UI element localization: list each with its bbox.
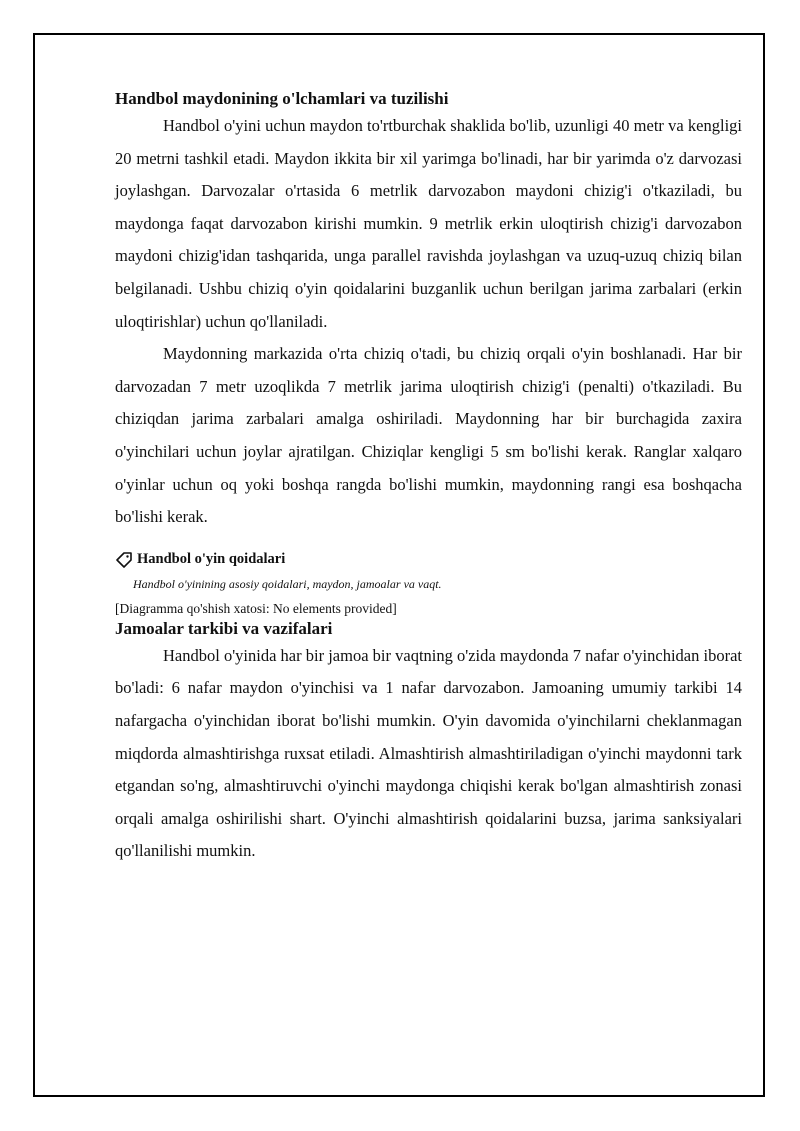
body-paragraph: Handbol o'yinida har bir jamoa bir vaqtning o'zida maydonda 7 nafar o'yinchidan iborat bo'ladi: 6 nafar maydon o'yinchisi va 1 nafar darvozabon. Jamoaning umumiy tarkibi 14 nafargacha o'yinchidan iborat bo'lishi mumkin. O'yin davomida o'yinchilarni cheklanmagan miqdorda almashtirishga ruxsat etiladi. Almashtirish almashtiriladigan o'yinchi maydonni tark etgandan so'ng, almashtiruvchi o'yinchi maydonga chiqishi kerak bo'lgan almashtirish zonasi orqali amalga oshirilishi shart. O'yinchi almashtirish qoidalarini buzsa, jarima sanksiyalari qo'llanilishi mumkin. bbox=[115, 645, 742, 861]
diagram-header bbox=[115, 550, 742, 570]
diagram-error-message: [Diagramma qo'shish xatosi: No elements provided] bbox=[115, 600, 397, 616]
body-paragraph: Handbol o'yini uchun maydon to'rtburchak shaklida bo'lib, uzunligi 40 metr va kengligi 20 metrni tashkil etadi. Maydon ikkita bir xil yarimga bo'linadi, har bir yarimda o'z darvozasi joylashgan. Darvozalar o'rtasida 6 metrlik darvozabon maydoni chizig'i o'tkaziladi, bu maydonga faqat darvozabon kirishi mumkin. 9 metrlik erkin uloqtirish chizig'i darvozabon maydoni chizig'idan tashqarida, unga parallel ravishda joylashgan va uzuq-uzuq chiziq bilan belgilanadi. Ushbu chiziq o'yin qoidalarini buzganlik uchun berilgan jarima zarbalari (erkin uloqtirishlar) uchun qo'llaniladi. bbox=[115, 116, 742, 331]
diagram-subtitle: Handbol o'yinining asosiy qoidalari, maydon, jamoalar va vaqt. bbox=[133, 576, 442, 591]
document-content bbox=[115, 88, 742, 868]
diagram-title: Handbol o'yin qoidalari bbox=[137, 551, 286, 568]
section-heading: Jamoalar tarkibi va vazifalari bbox=[115, 618, 333, 638]
diagram-placeholder bbox=[115, 550, 742, 618]
tag-icon bbox=[115, 551, 133, 569]
section-heading: Handbol maydonining o'lchamlari va tuzilishi bbox=[115, 89, 449, 108]
body-paragraph: Maydonning markazida o'rta chiziq o'tadi, bu chiziq orqali o'yin boshlanadi. Har bir darvozadan 7 metr uzoqlikda 7 metrlik jarima uloqtirish chizig'i (penalti) o'tkaziladi. Bu chiziqdan jarima zarbalari amalga oshiriladi. Maydonning har bir burchagida zaxira o'yinchilari uchun joylar ajratilgan. Chiziqlar kengligi 5 sm bo'lishi kerak. Ranglar xalqaro o'yinlar uchun oq yoki boshqa rangda bo'lishi mumkin, maydonning rangi esa boshqacha bo'lishi kerak. bbox=[115, 344, 742, 527]
